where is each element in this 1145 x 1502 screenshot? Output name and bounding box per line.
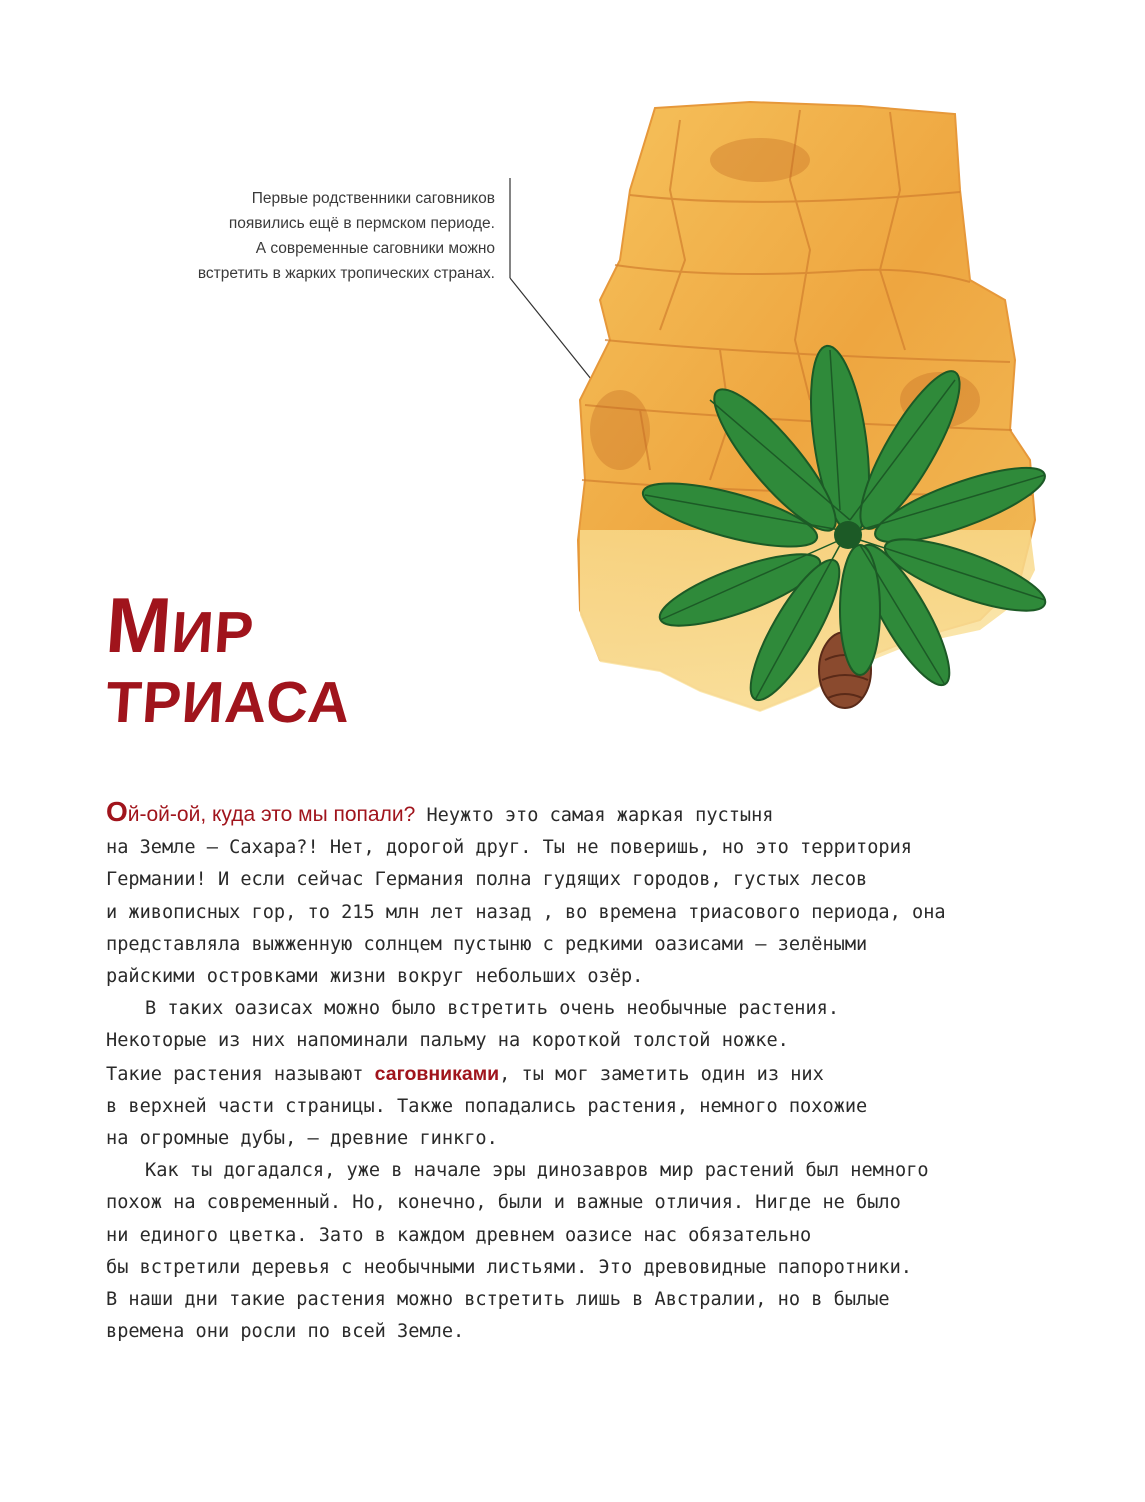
rock-and-cycad-illustration bbox=[560, 100, 1080, 720]
page-title bbox=[103, 581, 353, 738]
line3-after: , ты мог заметить один из них bbox=[499, 1063, 824, 1085]
paragraph-1-line: райскими островками жизни вокруг небольших озёр. bbox=[106, 966, 644, 988]
paragraph-2 bbox=[106, 993, 1046, 1155]
caption-line: А современные саговники можно bbox=[255, 240, 495, 257]
paragraph-2-line: В таких оазисах можно было встретить очень необычные растения. bbox=[145, 998, 840, 1020]
paragraph-2-line: Некоторые из них напоминали пальму на короткой толстой ножке. bbox=[106, 1030, 789, 1052]
paragraph-1-line bbox=[106, 796, 1046, 832]
paragraph-2-line: в верхней части страницы. Также попадались растения, немного похожие bbox=[106, 1095, 868, 1117]
title-line1-rest: ИР bbox=[169, 600, 257, 665]
paragraph-1-line: Германии! И если сейчас Германия полна гудящих городов, густых лесов bbox=[106, 869, 868, 891]
paragraph-1-line: представляла выжженную солнцем пустыню с редкими оазисами — зелёными bbox=[106, 933, 868, 955]
paragraph-3 bbox=[106, 1155, 1046, 1348]
caption-line: встретить в жарких тропических странах. bbox=[197, 265, 495, 282]
paragraph-1-line: и живописных гор, то 215 млн лет назад , во времена триасового периода, она bbox=[106, 901, 946, 923]
first-line-rest: Неужто это самая жаркая пустыня bbox=[415, 805, 774, 826]
paragraph-3-line: Как ты догадался, уже в начале эры динозавров мир растений был немного bbox=[145, 1160, 929, 1182]
paragraph-3-line: ни единого цветка. Зато в каждом древнем оазисе нас обязательно bbox=[106, 1224, 812, 1246]
lead-initial: О bbox=[106, 796, 128, 827]
paragraph-2-line bbox=[106, 1058, 1046, 1091]
paragraph-3-line: времена они росли по всей Земле. bbox=[106, 1321, 465, 1343]
line3-before: Такие растения называют bbox=[106, 1063, 375, 1085]
title-line-2: ТРИАСА bbox=[103, 670, 353, 735]
caption-line: Первые родственники саговников bbox=[251, 190, 495, 207]
paragraph-3-line: бы встретили деревья с необычными листьями. Это древовидные папоротники. bbox=[106, 1256, 912, 1278]
title-line-1 bbox=[103, 581, 353, 669]
paragraph-1 bbox=[106, 796, 1046, 993]
paragraph-2-line: на огромные дубы, — древние гинкго. bbox=[106, 1128, 498, 1150]
title-initial: М bbox=[103, 581, 176, 669]
paragraph-3-line: похож на современный. Но, конечно, были и важные отличия. Нигде не было bbox=[106, 1192, 901, 1214]
lead-phrase: й-ой-ой, куда это мы попали? bbox=[127, 803, 416, 826]
highlight-term-cycads: саговниками bbox=[374, 1062, 500, 1085]
paragraph-3-line: В наши дни такие растения можно встретить лишь в Австралии, но в былые bbox=[106, 1289, 890, 1311]
illustration-caption bbox=[110, 186, 495, 286]
caption-line: появились ещё в пермском периоде. bbox=[228, 215, 495, 232]
body-text bbox=[106, 796, 1046, 1348]
paragraph-1-line: на Земле — Сахара?! Нет, дорогой друг. Ты не поверишь, но это территория bbox=[106, 837, 912, 859]
